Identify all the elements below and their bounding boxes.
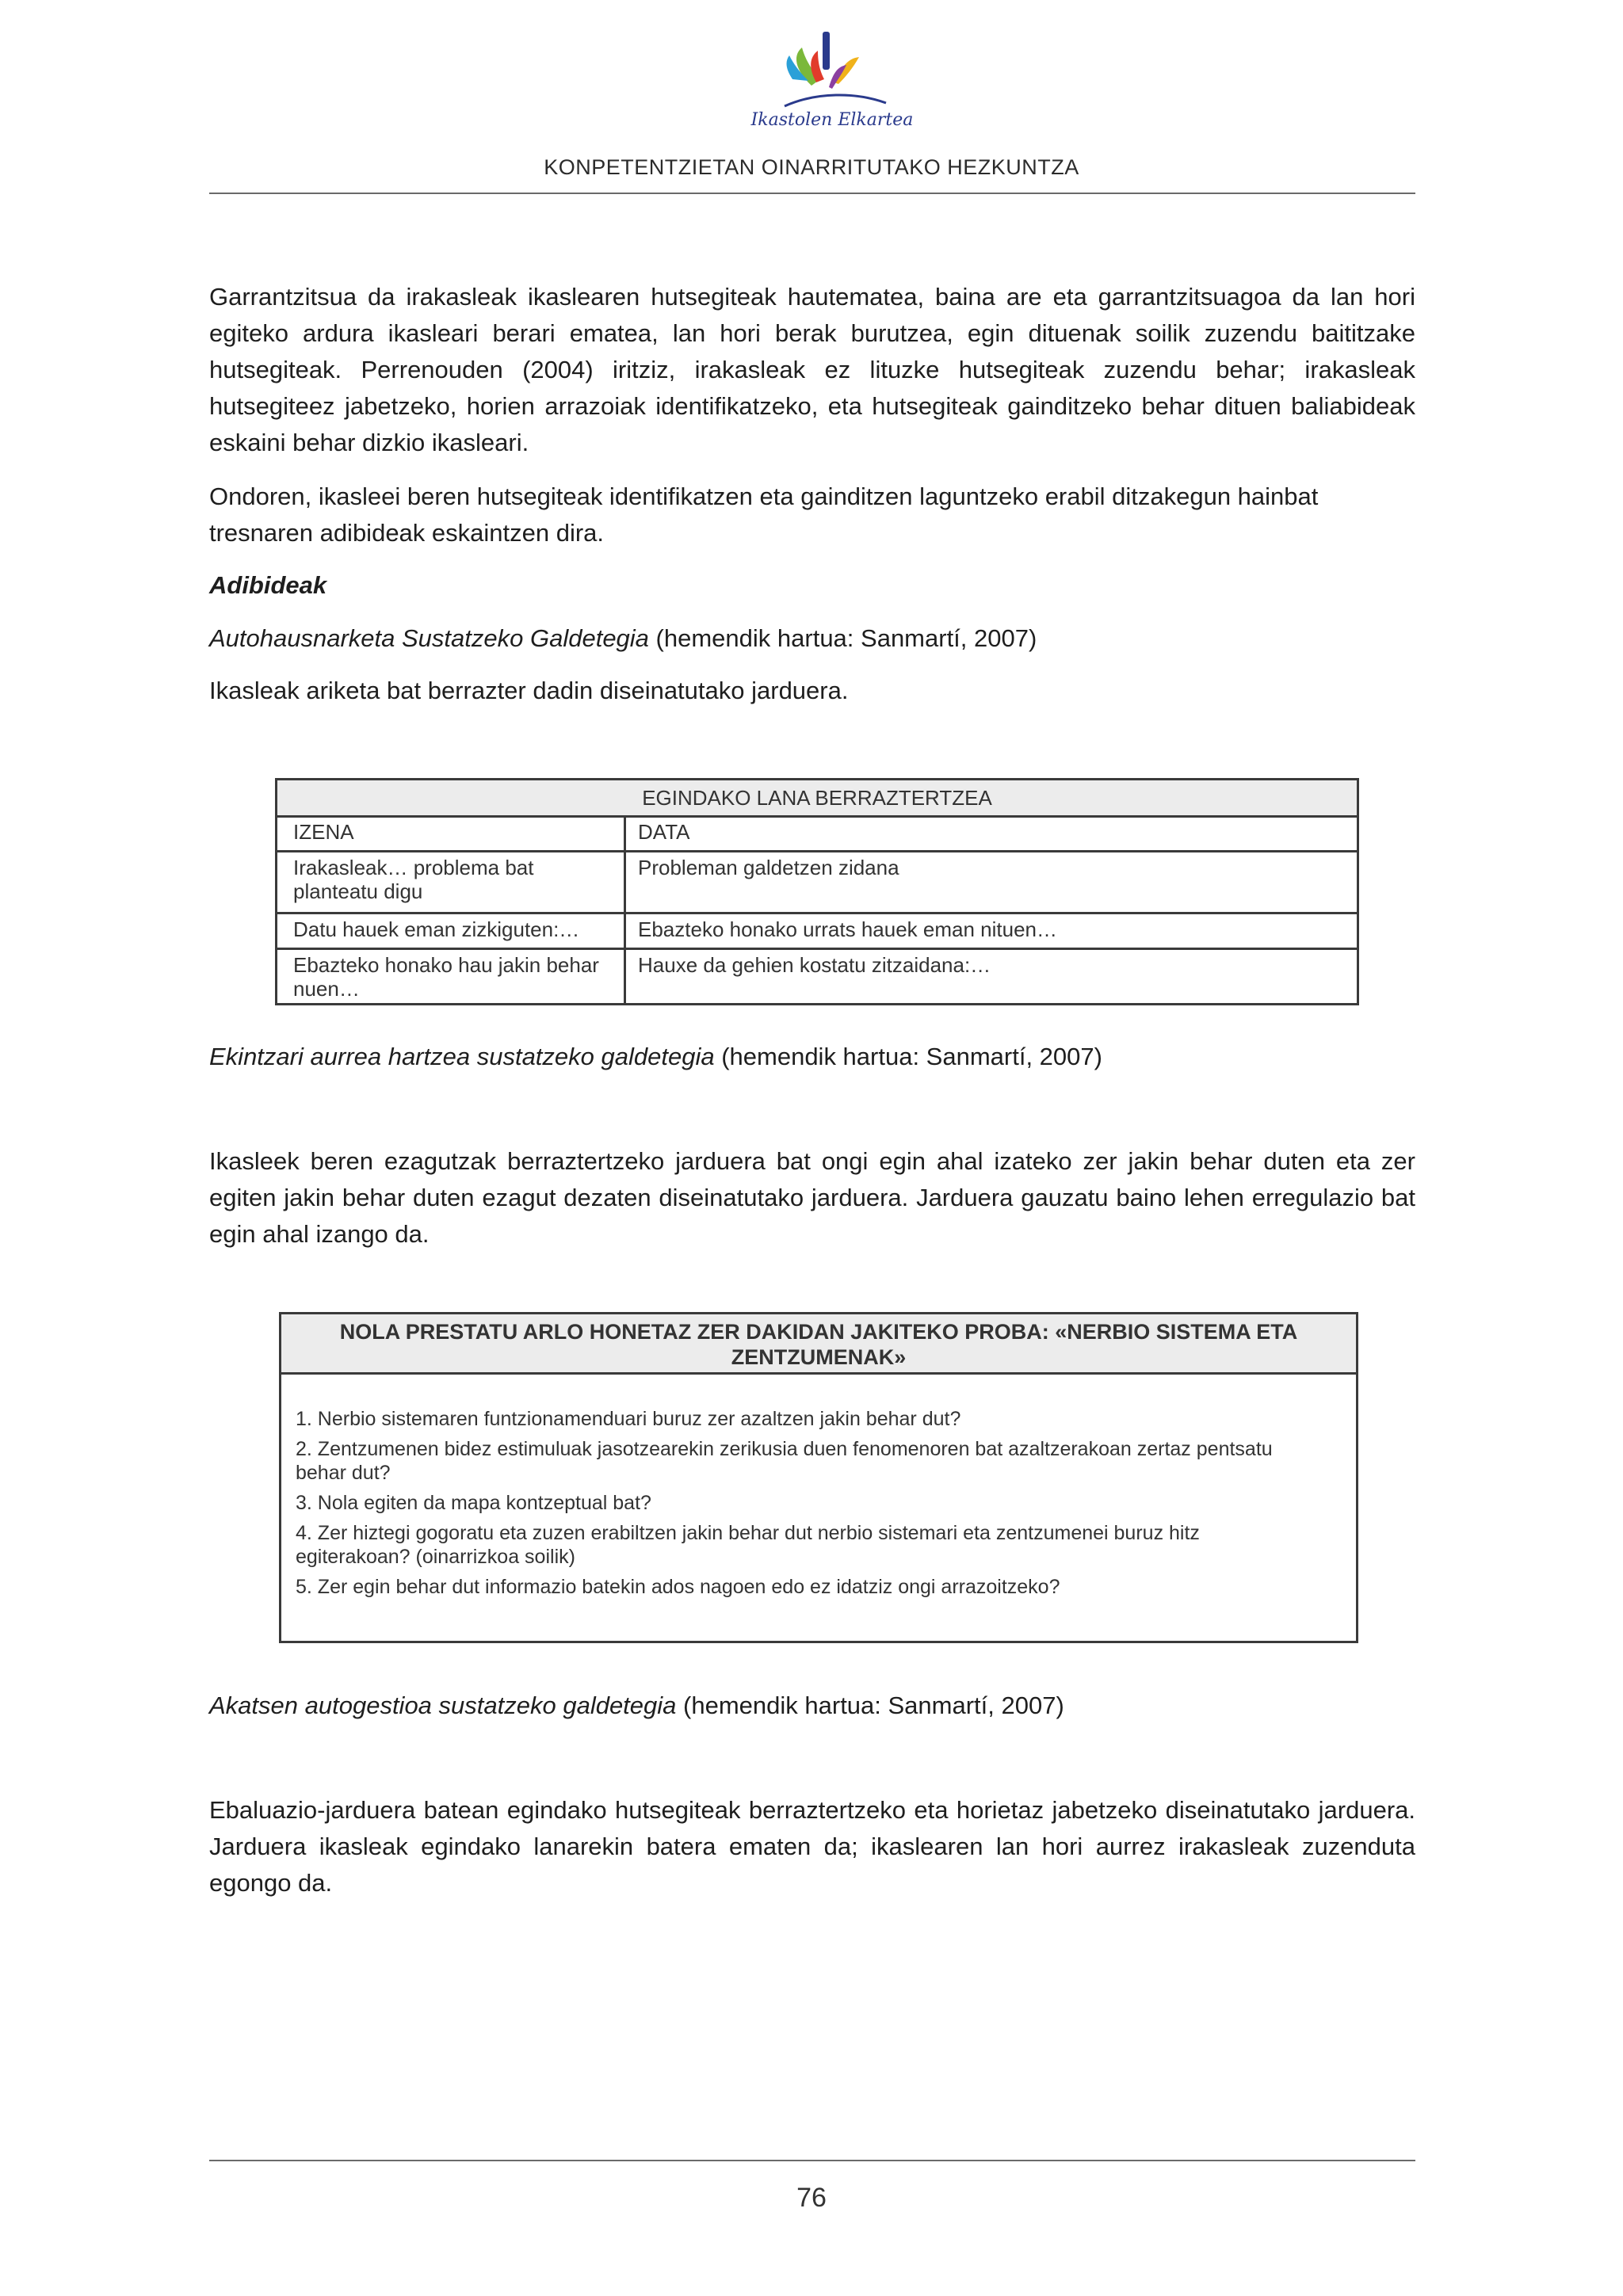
- page-number: 76: [796, 2183, 827, 2213]
- list-item: 5. Zer egin behar dut informazio batekin ados nagoen edo ez idatziz ongi arrazoitzeko?: [296, 1576, 1060, 1598]
- table-1-cell: Datu hauek eman zizkiguten:…: [293, 917, 580, 941]
- example-1-title: Autohausnarketa Sustatzeko Galdetegia: [209, 624, 649, 652]
- list-item: 3. Nola egiten da mapa kontzeptual bat?: [296, 1492, 651, 1514]
- table-nola-prestatu: [279, 1312, 1358, 1643]
- example-3-title: Akatsen autogestioa sustatzeko galdetegia: [209, 1691, 677, 1719]
- example-3-description: Ebaluazio-jarduera batean egindako hutsegiteak berraztertzeko eta horietaz jabetzeko diseinatutako jarduera. Jarduera ikasleak egindako lanarekin batera ematen da; ikaslearen lan hori aurrez irakasleak zuzenduta egongo da.: [209, 1796, 1415, 1897]
- table-1-cell: IZENA: [293, 820, 354, 844]
- list-item: 2. Zentzumenen bidez estimuluak jasotzearekin zerikusia duen fenomenoren bat azaltzerakoan zertaz pentsatu behar dut?: [296, 1438, 1273, 1484]
- example-1-description: Ikasleak ariketa bat berrazter dadin diseinatutako jarduera.: [209, 677, 849, 704]
- ikastolen-elkartea-logo: [745, 24, 919, 143]
- example-2-source: (hemendik hartua: Sanmartí, 2007): [714, 1043, 1102, 1070]
- example-1-title-line: [209, 620, 1415, 657]
- header-rule: [209, 193, 1415, 194]
- table-1-row-divider: [277, 948, 1357, 950]
- table-1-cell: Probleman galdetzen zidana: [638, 856, 899, 879]
- logo-text: Ikastolen Elkartea: [750, 110, 914, 130]
- footer-rule: [209, 2160, 1415, 2161]
- example-2-title-line: [209, 1039, 1415, 1075]
- examples-heading: Adibideak: [209, 571, 327, 599]
- table-1-caption: EGINDAKO LANA BERRAZTERTZEA: [277, 780, 1357, 818]
- table-egindako-lana: [275, 778, 1359, 1005]
- table-1-cell: DATA: [638, 820, 690, 844]
- table-1-column-divider: [624, 815, 626, 1003]
- header-title: KONPETENTZIETAN OINARRITUTAKO HEZKUNTZA: [544, 155, 1079, 179]
- table-1-cell: Ebazteko honako urrats hauek eman nituen…: [638, 917, 1058, 941]
- table-1-cell: Irakasleak… problema bat planteatu digu: [293, 856, 534, 903]
- example-2-description: Ikasleek beren ezagutzak berraztertzeko jarduera bat ongi egin ahal izateko zer jakin behar duten eta zer egiten jakin behar duten ezagut dezaten diseinatutako jarduera. Jarduera gauzatu baino lehen erregulazio bat egin ahal izango da.: [209, 1147, 1415, 1248]
- example-3-title-line: [209, 1688, 1415, 1724]
- example-3-source: (hemendik hartua: Sanmartí, 2007): [676, 1691, 1064, 1719]
- table-1-row-divider: [277, 850, 1357, 852]
- list-item: 1. Nerbio sistemaren funtzionamenduari buruz zer azaltzen jakin behar dut?: [296, 1408, 961, 1430]
- paragraph-2: Ondoren, ikasleei beren hutsegiteak identifikatzen eta gainditzen laguntzeko erabil ditzakegun hainbat tresnaren adibideak eskaintzen dira.: [209, 482, 1319, 547]
- paragraph-1: Garrantzitsua da irakasleak ikaslearen hutsegiteak hautematea, baina are eta garrantzitsuagoa da lan hori egiteko ardura ikasleari berari ematea, lan hori berak burutzea, egin dituenak soilik zuzendu baititzake hutsegiteak. Perrenouden (2004) iritziz, irakasleak ez lituzke hutsegiteak zuzendu behar; irakasleak hutsegiteez jabetzeko, horien arrazoiak identifikatzeko, eta hutsegiteak gainditzeko behar dituen baliabideak eskaini behar dizkio ikasleari.: [209, 283, 1415, 456]
- list-item: 4. Zer hiztegi gogoratu eta zuzen erabiltzen jakin behar dut nerbio sistemari eta zentzumenei buruz hitz egiterakoan? (oinarrizkoa soilik): [296, 1522, 1200, 1568]
- table-2-caption: NOLA PRESTATU ARLO HONETAZ ZER DAKIDAN JAKITEKO PROBA: «NERBIO SISTEMA ETA ZENTZUMENAK»: [281, 1314, 1356, 1375]
- example-1-source: (hemendik hartua: Sanmartí, 2007): [648, 624, 1037, 652]
- table-1-row-divider: [277, 912, 1357, 914]
- table-1-cell: Ebazteko honako hau jakin behar nuen…: [293, 953, 599, 1001]
- table-1-cell: Hauxe da gehien kostatu zitzaidana:…: [638, 953, 991, 977]
- table-2-question-list: [296, 1407, 1308, 1605]
- example-2-title: Ekintzari aurrea hartzea sustatzeko galdetegia: [209, 1043, 715, 1070]
